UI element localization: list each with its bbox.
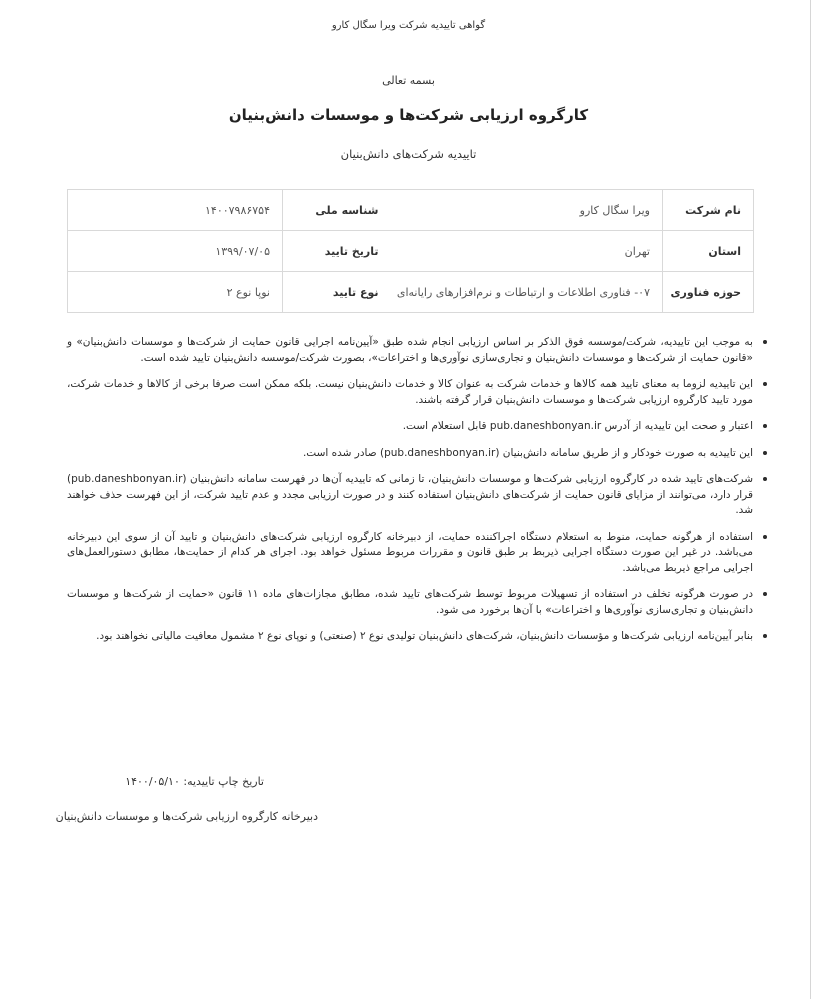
company-name-label: نام شرکت <box>663 190 754 231</box>
list-item: • به موجب این تاییدیه، شرکت/موسسه فوق الذکر بر اساس ارزیابی انجام شده طبق «آیین‌نامه اجرایی قانون حمایت از شرکت‌ها و موسسات دانش‌بنیان» و «قانون حمایت از شرکت‌ها و موسسات دانش‌بنیان و تجاری‌سازی نوآوری‌ها و اختراعات»، بصورت شرکت/موسسه دانش‌بنیان تایید شده است. <box>67 334 753 366</box>
list-item: • شرکت‌های تایید شده در کارگروه ارزیابی شرکت‌ها و موسسات دانش‌بنیان، تا زمانی که تاییدیه آن‌ها در فهرست سامانه دانش‌بنیان (pub.daneshbonyan.ir) قرار دارد، می‌توانند از مزایای قانون حمایت از شرکت‌های دانش‌بنیان استفاده کنند و در صورت ارزیابی مجدد و عدم تایید شرکت، از این فهرست حذف خواهند شد. <box>67 471 753 519</box>
table-row <box>68 272 754 313</box>
company-name-value: ویرا سگال کارو <box>391 190 663 231</box>
list-item: • اعتبار و صحت این تاییدیه از آدرس pub.daneshbonyan.ir قابل استعلام است. <box>67 418 753 435</box>
table-row <box>68 231 754 272</box>
province-value: تهران <box>391 231 663 272</box>
list-item: • بنابر آیین‌نامه ارزیابی شرکت‌ها و مؤسسات دانش‌بنیان، شرکت‌های دانش‌بنیان تولیدی نوع ۲ (صنعتی) و نوپای نوع ۲ مشمول معافیت مالیاتی نخواهند بود. <box>67 628 753 645</box>
footer-signature: دبیرخانه کارگروه ارزیابی شرکت‌ها و موسسات دانش‌بنیان <box>55 810 318 823</box>
print-date: تاریخ چاپ تاییدیه: ۱۴۰۰/۰۵/۱۰ <box>125 775 264 788</box>
tech-field-label: حوزه فناوری <box>663 272 754 313</box>
approval-type-label: نوع تایید <box>283 272 391 313</box>
list-item: • این تاییدیه به صورت خودکار و از طریق سامانه دانش‌بنیان (pub.daneshbonyan.ir) صادر شده است. <box>67 445 753 462</box>
list-item: • در صورت هرگونه تخلف در استفاده از تسهیلات مربوط توسط شرکت‌های تایید شده، مطابق مجازات‌های ماده ۱۱ قانون «حمایت از شرکت‌ها و موسسات دانش‌بنیان و تجاری‌سازی نوآوری‌ها و اختراعات» با آن‌ها برخورد می شود. <box>67 586 753 618</box>
approval-date-value: ۱۳۹۹/۰۷/۰۵ <box>68 231 283 272</box>
header-note: گواهی تاییدیه شرکت ویرا سگال کارو <box>331 20 486 31</box>
list-item: • این تاییدیه لزوما به معنای تایید همه کالاها و خدمات شرکت به عنوان کالا و خدمات دانش‌بنیان نیست. بلکه ممکن است صرفا برخی از کالاها و خدمات شرکت، مورد تایید کارگروه ارزیابی شرکت‌ها و موسسات دانش‌بنیان قرار گرفته باشند. <box>67 376 753 408</box>
page-title: کارگروه ارزیابی شرکت‌ها و موسسات دانش‌بنیان <box>228 106 589 124</box>
table-row <box>68 190 754 231</box>
national-id-label: شناسه ملی <box>283 190 391 231</box>
province-label: استان <box>663 231 754 272</box>
company-info-table <box>67 189 754 313</box>
notes-list <box>67 334 769 655</box>
tech-field-value: ۰۷- فناوری اطلاعات و ارتباطات و نرم‌افزارهای رایانه‌ای <box>391 272 663 313</box>
list-item: • استفاده از هرگونه حمایت، منوط به استعلام دستگاه اجراکننده حمایت، از دبیرخانه کارگروه ارزیابی شرکت‌های دانش‌بنیان و تایید آن از سوی این دبیرخانه می‌باشد. در غیر این صورت دستگاه اجرایی ذیربط بر طبق قانون و مقررات مربوط مسئول خواهد بود. اجرای هر کدام از حمایت‌ها، مطابق دستورالعمل‌های اجرایی مراجع ذیربط می‌باشد. <box>67 529 753 577</box>
national-id-value: ۱۴۰۰۷۹۸۶۷۵۴ <box>68 190 283 231</box>
page-subtitle: تاییدیه شرکت‌های دانش‌بنیان <box>340 147 477 161</box>
basmala: بسمه تعالی <box>382 74 435 87</box>
approval-date-label: تاریخ تایید <box>283 231 391 272</box>
approval-type-value: نوپا نوع ۲ <box>68 272 283 313</box>
